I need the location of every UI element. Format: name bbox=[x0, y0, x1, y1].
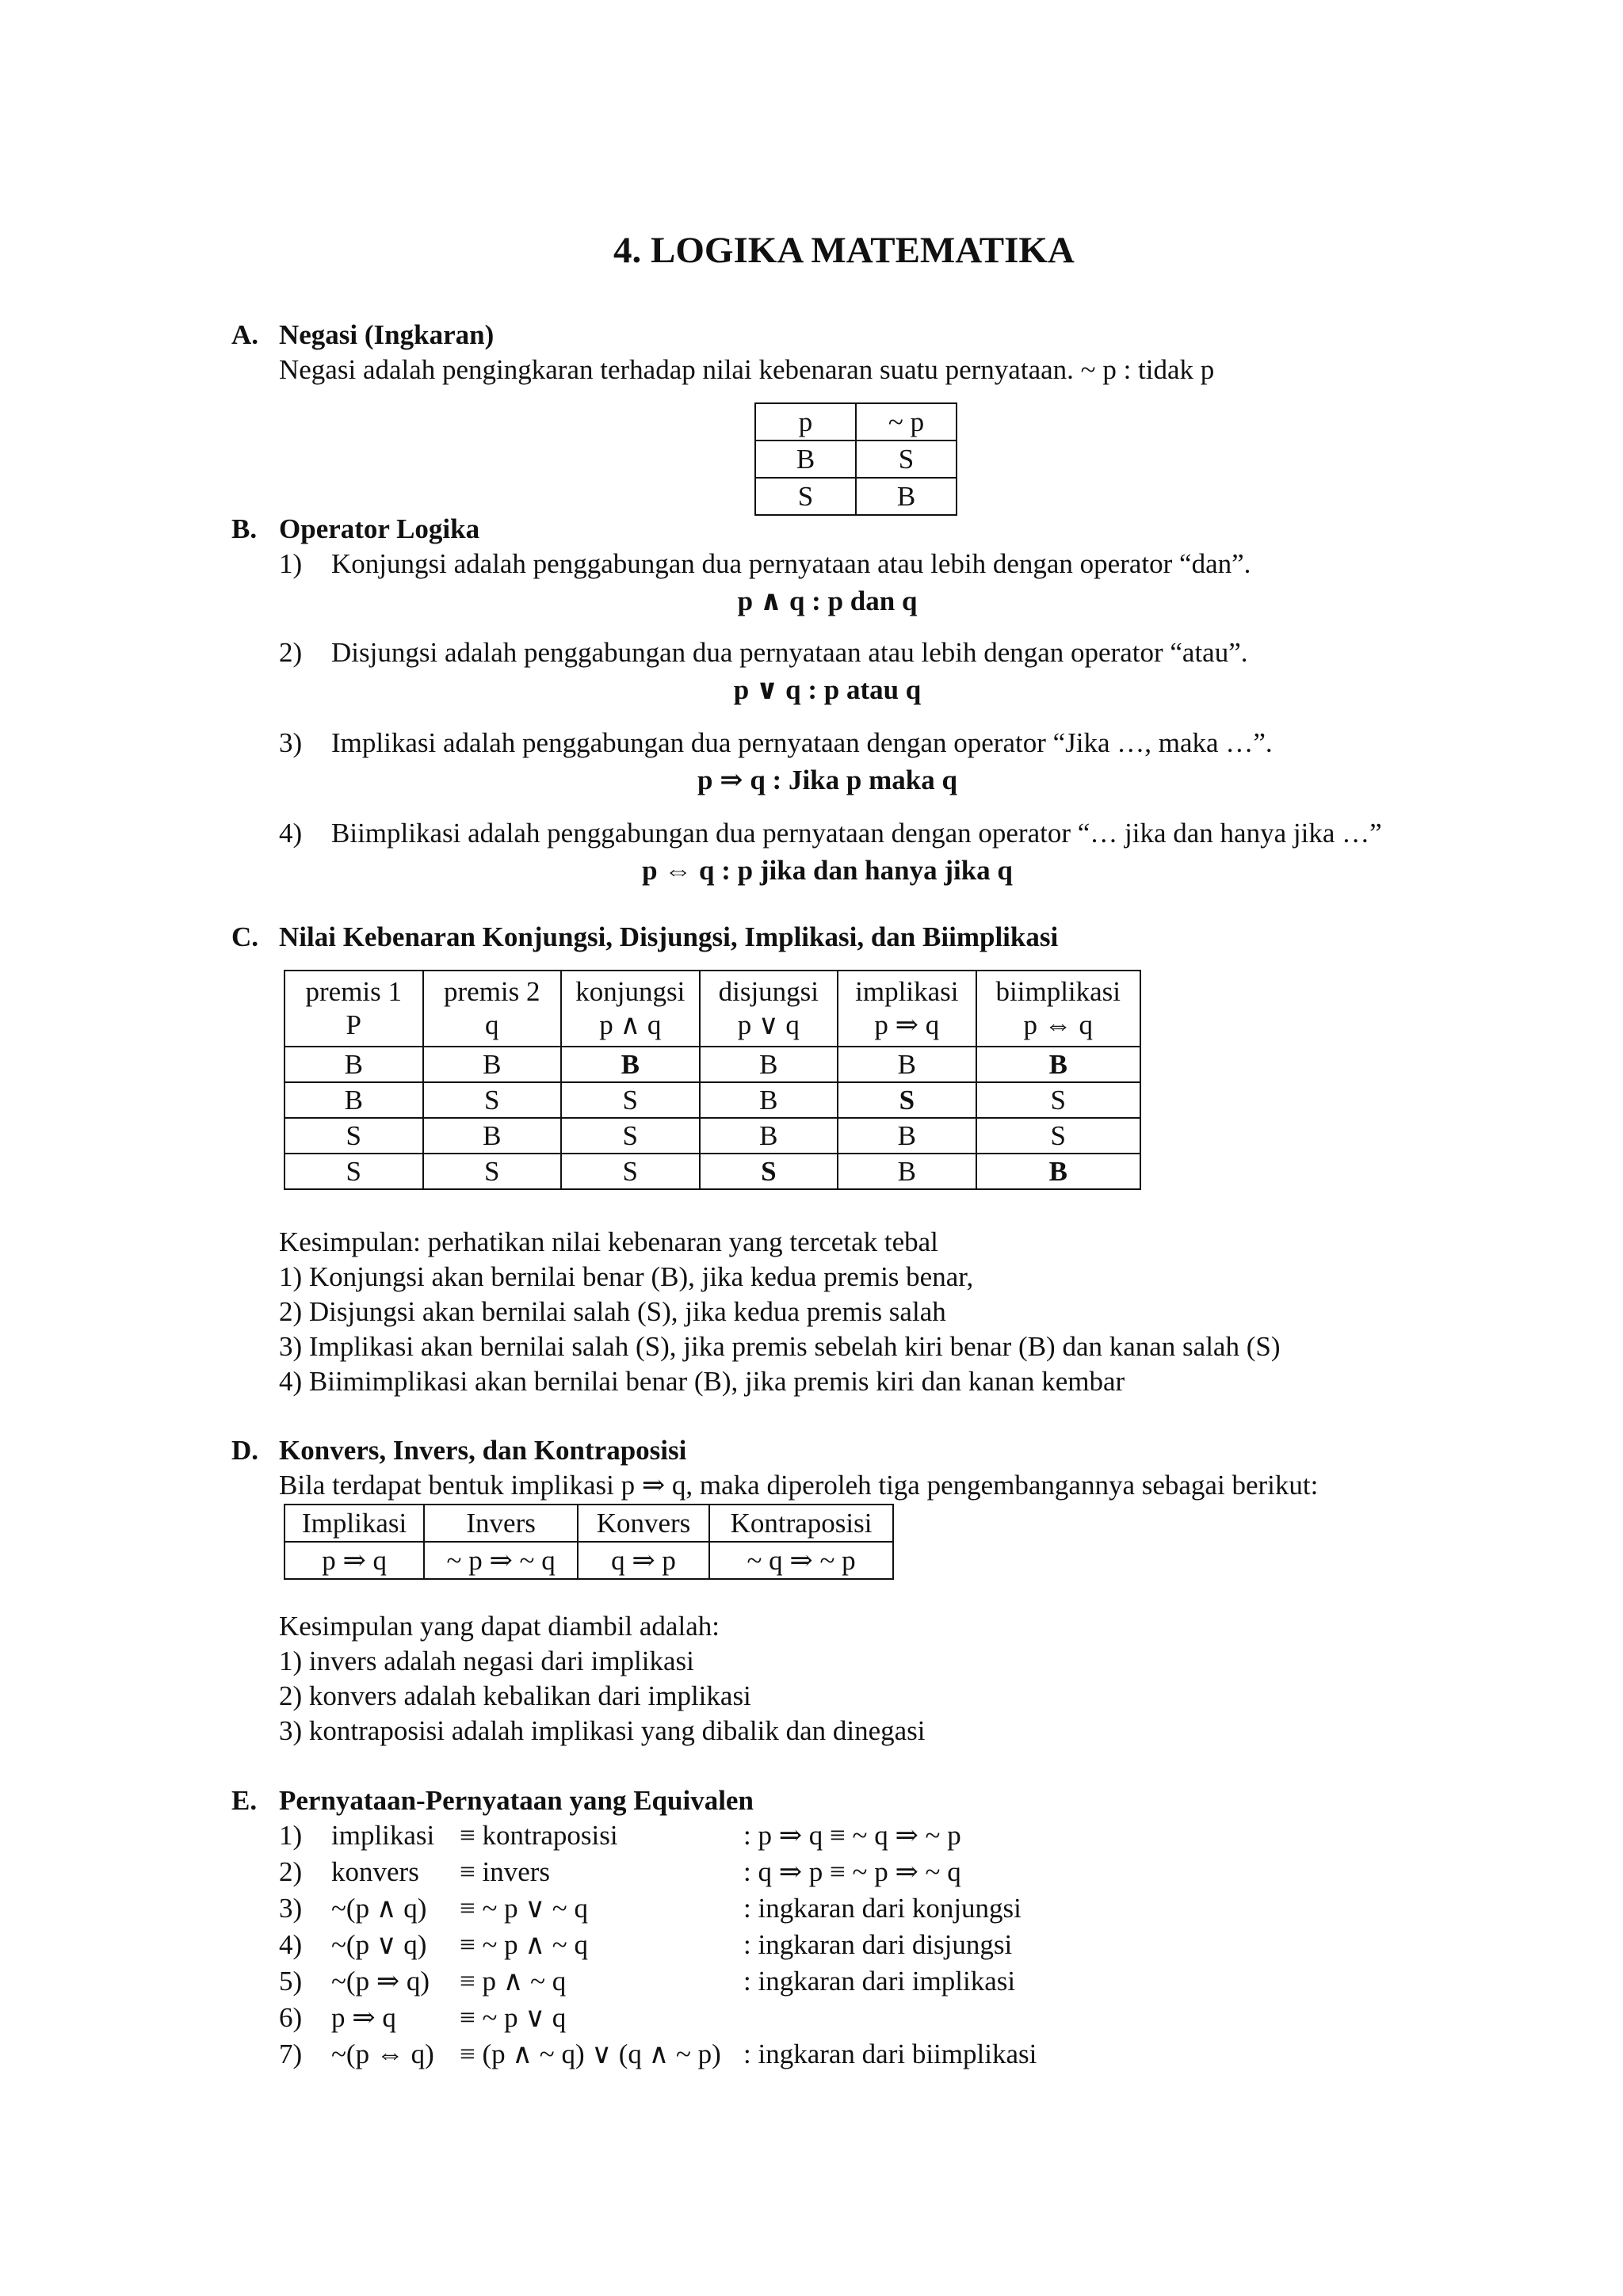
equivalence-note: : ingkaran dari biimplikasi bbox=[743, 2039, 1037, 2069]
section-d-conclusion: 1) invers adalah negasi dari implikasi bbox=[279, 1646, 694, 1676]
truth-table bbox=[284, 970, 1141, 1190]
operator-item-number: 3) bbox=[279, 727, 303, 758]
equivalence-number: 7) bbox=[279, 2039, 303, 2069]
negation-table bbox=[754, 402, 957, 516]
truth-cell: B bbox=[700, 1047, 838, 1082]
truth-cell: S bbox=[423, 1154, 562, 1189]
truth-header-konjungsi: konjungsi p ∧ q bbox=[561, 971, 700, 1047]
truth-cell: B bbox=[838, 1047, 976, 1082]
section-b-title: Operator Logika bbox=[279, 513, 480, 544]
operator-item-text: Disjungsi adalah penggabungan dua pernyataan atau lebih dengan operator “atau”. bbox=[331, 637, 1248, 668]
section-e-title: Pernyataan-Pernyataan yang Equivalen bbox=[279, 1785, 754, 1816]
converse-cell: p ⇒ q bbox=[285, 1542, 424, 1579]
truth-header-premis1: premis 1 P bbox=[285, 971, 423, 1047]
section-c-conclusion-title: Kesimpulan: perhatikan nilai kebenaran yang tercetak tebal bbox=[279, 1226, 938, 1257]
section-d-conclusion-title: Kesimpulan yang dapat diambil adalah: bbox=[279, 1611, 720, 1642]
truth-row bbox=[285, 1118, 1140, 1154]
negation-header-not-p: ~ p bbox=[856, 403, 957, 441]
equivalence-number: 2) bbox=[279, 1856, 303, 1887]
truth-cell: B bbox=[838, 1154, 976, 1189]
equivalence-middle: ≡ ~ p ∧ ~ q bbox=[460, 1929, 588, 1960]
converse-cell: q ⇒ p bbox=[578, 1542, 709, 1579]
operator-item-number: 4) bbox=[279, 818, 303, 849]
equivalence-number: 1) bbox=[279, 1820, 303, 1851]
operator-item-text: Implikasi adalah penggabungan dua pernyataan dengan operator “Jika …, maka …”. bbox=[331, 727, 1273, 758]
equivalence-middle: ≡ ~ p ∨ q bbox=[460, 2002, 567, 2033]
equivalence-middle: ≡ p ∧ ~ q bbox=[460, 1966, 567, 1997]
equivalence-number: 4) bbox=[279, 1929, 303, 1960]
equivalence-note: : ingkaran dari implikasi bbox=[743, 1966, 1016, 1997]
truth-cell: S bbox=[423, 1082, 562, 1118]
truth-cell: S bbox=[976, 1082, 1140, 1118]
converse-table bbox=[284, 1504, 894, 1580]
equivalence-left: ~(p ⇔ q) bbox=[331, 2039, 434, 2069]
section-e-letter: E. bbox=[231, 1785, 258, 1816]
page-title: 4. LOGIKA MATEMATIKA bbox=[613, 230, 1075, 271]
equivalence-number: 6) bbox=[279, 2002, 303, 2033]
section-d-title: Konvers, Invers, dan Kontraposisi bbox=[279, 1435, 687, 1466]
truth-cell: B bbox=[561, 1047, 700, 1082]
equivalence-left: ~(p ∧ q) bbox=[331, 1893, 427, 1924]
equivalence-number: 5) bbox=[279, 1966, 303, 1997]
section-d-conclusion: 2) konvers adalah kebalikan dari implikasi bbox=[279, 1680, 751, 1711]
converse-cell: ~ q ⇒ ~ p bbox=[709, 1542, 893, 1579]
truth-header-implikasi: implikasi p ⇒ q bbox=[838, 971, 976, 1047]
section-c-conclusion: 3) Implikasi akan bernilai salah (S), jika premis sebelah kiri benar (B) dan kanan salah (S) bbox=[279, 1331, 1281, 1362]
equivalence-number: 3) bbox=[279, 1893, 303, 1924]
section-d-text: Bila terdapat bentuk implikasi p ⇒ q, maka diperoleh tiga pengembangannya sebagai berikut: bbox=[279, 1470, 1319, 1501]
equivalence-left: implikasi bbox=[331, 1820, 435, 1851]
truth-cell: S bbox=[561, 1118, 700, 1154]
equivalence-middle: ≡ ~ p ∨ ~ q bbox=[460, 1893, 588, 1924]
section-d-letter: D. bbox=[231, 1435, 259, 1466]
equivalence-left: konvers bbox=[331, 1856, 419, 1887]
truth-cell: B bbox=[700, 1082, 838, 1118]
section-d-conclusion: 3) kontraposisi adalah implikasi yang dibalik dan dinegasi bbox=[279, 1715, 926, 1746]
negation-cell: B bbox=[856, 478, 957, 515]
operator-formula: p ⇔ q : p jika dan hanya jika q bbox=[642, 855, 1013, 886]
section-c-conclusion: 1) Konjungsi akan bernilai benar (B), jika kedua premis benar, bbox=[279, 1261, 974, 1292]
equivalence-left: ~(p ⇒ q) bbox=[331, 1966, 430, 1997]
truth-row bbox=[285, 1082, 1140, 1118]
operator-item-text: Biimplikasi adalah penggabungan dua pernyataan dengan operator “… jika dan hanya jika …” bbox=[331, 818, 1382, 849]
section-c-conclusion: 2) Disjungsi akan bernilai salah (S), jika kedua premis salah bbox=[279, 1296, 946, 1327]
negation-cell: S bbox=[856, 441, 957, 478]
equivalence-middle: ≡ (p ∧ ~ q) ∨ (q ∧ ~ p) bbox=[460, 2039, 721, 2069]
equivalence-note: : ingkaran dari disjungsi bbox=[743, 1929, 1013, 1960]
truth-header-disjungsi: disjungsi p ∨ q bbox=[700, 971, 838, 1047]
equivalence-middle: ≡ invers bbox=[460, 1856, 551, 1887]
truth-cell: B bbox=[285, 1047, 423, 1082]
negation-cell: B bbox=[755, 441, 856, 478]
equivalence-note: : q ⇒ p ≡ ~ p ⇒ ~ q bbox=[743, 1856, 961, 1887]
converse-header: Implikasi bbox=[285, 1505, 424, 1542]
truth-header-premis2: premis 2 q bbox=[423, 971, 562, 1047]
truth-cell: S bbox=[976, 1118, 1140, 1154]
truth-cell: S bbox=[700, 1154, 838, 1189]
truth-cell: B bbox=[976, 1047, 1140, 1082]
operator-item-number: 1) bbox=[279, 548, 303, 579]
section-a-title: Negasi (Ingkaran) bbox=[279, 319, 495, 350]
truth-header-biimplikasi: biimplikasi p ⇔ q bbox=[976, 971, 1140, 1047]
converse-cell: ~ p ⇒ ~ q bbox=[424, 1542, 578, 1579]
truth-cell: S bbox=[561, 1154, 700, 1189]
operator-item-number: 2) bbox=[279, 637, 303, 668]
equivalence-middle: ≡ kontraposisi bbox=[460, 1820, 618, 1851]
operator-formula: p ∧ q : p dan q bbox=[737, 585, 918, 616]
operator-formula: p ∨ q : p atau q bbox=[733, 674, 922, 705]
section-b-letter: B. bbox=[231, 513, 258, 544]
truth-row bbox=[285, 1047, 1140, 1082]
negation-header-p: p bbox=[755, 403, 856, 441]
truth-cell: B bbox=[838, 1118, 976, 1154]
truth-cell: B bbox=[976, 1154, 1140, 1189]
truth-cell: B bbox=[285, 1082, 423, 1118]
operator-item-text: Konjungsi adalah penggabungan dua pernyataan atau lebih dengan operator “dan”. bbox=[331, 548, 1251, 579]
truth-cell: B bbox=[423, 1047, 562, 1082]
equivalence-left: p ⇒ q bbox=[331, 2002, 396, 2033]
truth-cell: B bbox=[700, 1118, 838, 1154]
truth-cell: S bbox=[561, 1082, 700, 1118]
equivalence-left: ~(p ∨ q) bbox=[331, 1929, 427, 1960]
converse-header: Konvers bbox=[578, 1505, 709, 1542]
operator-formula: p ⇒ q : Jika p maka q bbox=[697, 765, 957, 795]
truth-cell: S bbox=[838, 1082, 976, 1118]
truth-row bbox=[285, 1154, 1140, 1189]
negation-cell: S bbox=[755, 478, 856, 515]
converse-header: Kontraposisi bbox=[709, 1505, 893, 1542]
section-c-title: Nilai Kebenaran Konjungsi, Disjungsi, Implikasi, dan Biimplikasi bbox=[279, 921, 1059, 952]
equivalence-note: : p ⇒ q ≡ ~ q ⇒ ~ p bbox=[743, 1820, 961, 1851]
truth-cell: S bbox=[285, 1154, 423, 1189]
section-c-letter: C. bbox=[231, 921, 259, 952]
section-c-conclusion: 4) Biimimplikasi akan bernilai benar (B), jika premis kiri dan kanan kembar bbox=[279, 1366, 1125, 1397]
section-a-text: Negasi adalah pengingkaran terhadap nilai kebenaran suatu pernyataan. ~ p : tidak p bbox=[279, 354, 1215, 385]
converse-header: Invers bbox=[424, 1505, 578, 1542]
truth-cell: B bbox=[423, 1118, 562, 1154]
truth-cell: S bbox=[285, 1118, 423, 1154]
equivalence-note: : ingkaran dari konjungsi bbox=[743, 1893, 1022, 1924]
section-a-letter: A. bbox=[231, 319, 259, 350]
